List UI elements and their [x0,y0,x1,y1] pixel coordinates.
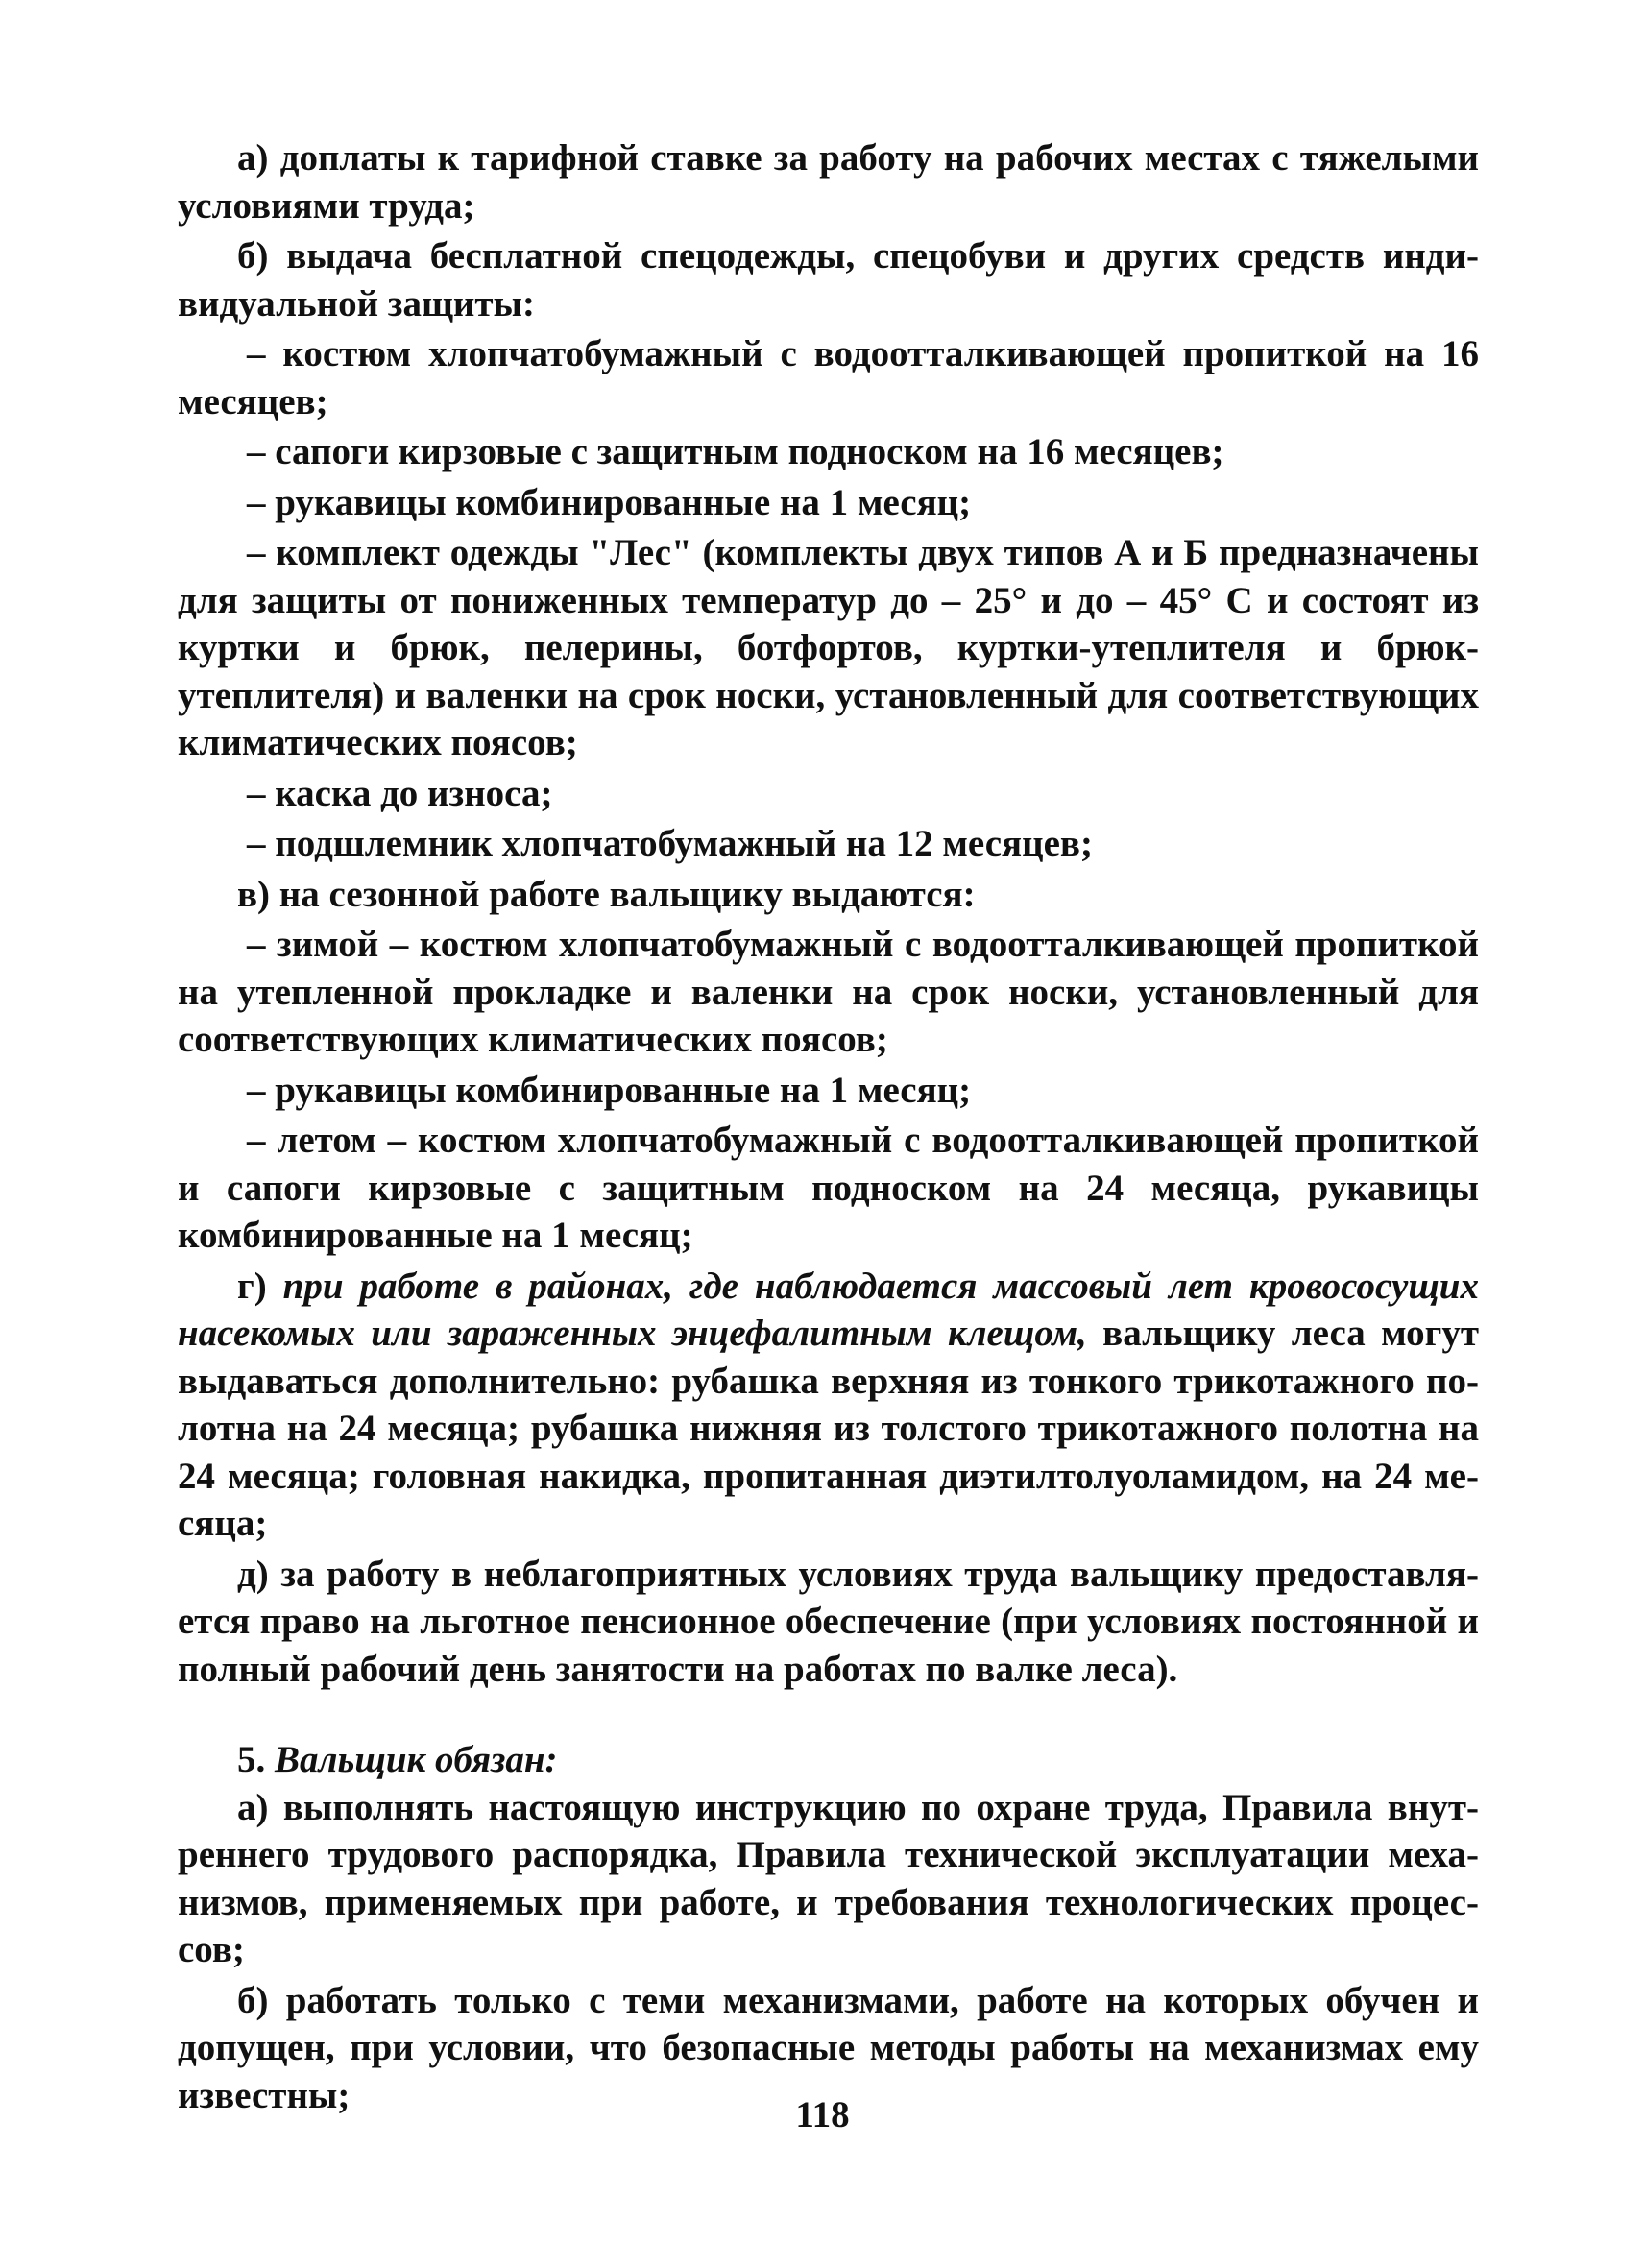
section-5-heading [178,1736,1479,1784]
item-g-prefix: г) [237,1265,283,1307]
section-5-item-a: а) выполнять настоящую инструкцию по охране труда, Правила внутреннего трудового распорядка, Правила технической эксплуатации механизмов, применяемых при работе, и требования технологических процессов; [178,1786,1479,1970]
les-kit-description: (комплекты двух типов А и Б предназначены для защиты от пониженных температур до – 25° и до – 45° С и состоят из куртки и брюк, пелерины, ботфортов, куртки-утеплителя и брюк-утеплителя) и валенки на срок носки, установленный для соответствующих климатических поясов; [178,532,1479,763]
les-kit-prefix: – комплект одежды [247,532,590,573]
document-page [178,134,1479,2122]
item-g-condition: при работе в районах, где наблюдается массовый лет кровососущих насекомых или зараженных энцефалитным клещом, [178,1265,1479,1354]
list-item-helmet: – каска до износа; [247,772,553,814]
item-g-insects [178,1263,1479,1548]
list-item-boots: – сапоги кирзовые с защитным подноском на 16 месяцев; [247,431,1224,472]
section-5-title: Вальщик обязан: [265,1739,558,1780]
list-item-cotton-suit: – костюм хлопчатобумажный с водоотталкивающей пропиткой на 16 месяцев; [178,333,1479,422]
les-kit-name: "Лес" [589,532,692,573]
section-5-number: 5. [237,1739,266,1780]
list-item-winter: – зимой – костюм хлопчатобумажный с водоотталкивающей пропиткой на утепленной прокладке и валенки на срок носки, установленный для соответствующих климатических поясов; [178,924,1479,1060]
item-v-seasonal: в) на сезонной работе вальщику выдаются: [237,873,976,915]
item-d-pension: д) за работу в неблагоприятных условиях труда вальщику предоставляется право на льготное пенсионное обеспечение (при условиях постоянной и полный рабочий день занятости на работах по валке леса). [178,1553,1479,1690]
list-item-les-kit [178,529,1479,767]
item-g-details: вальщику леса могут выдаваться дополнительно: рубашка верхняя из тонкого трикотажного полотна на 24 месяца; рубашка нижняя из толстого трикотажного полотна на 24 месяца; головная накидка, пропитанная диэтилтолуоламидом, на 24 месяца; [178,1313,1480,1544]
item-b-protective-gear: б) выдача бесплатной спецодежды, спецобуви и других средств индивидуальной защиты: [178,235,1479,325]
list-item-summer: – летом – костюм хлопчатобумажный с водоотталкивающей пропиткой и сапоги кирзовые с защитным подноском на 24 месяца, рукавицы комбинированные на 1 месяц; [178,1120,1479,1256]
section-5-item-b: б) работать только с теми механизмами, работе на которых обучен и допущен, при условии, что безопасные методы работы на механизмах ему известны; [178,1979,1479,2116]
list-item-balaclava: – подшлемник хлопчатобумажный на 12 месяцев; [247,823,1093,864]
item-a-surcharges: а) доплаты к тарифной ставке за работу на рабочих местах с тяжелыми условиями труда; [178,137,1479,227]
page-number: 118 [795,2094,850,2135]
list-item-gloves-seasonal: – рукавицы комбинированные на 1 месяц; [247,1069,972,1111]
list-item-gloves: – рукавицы комбинированные на 1 месяц; [247,481,972,523]
